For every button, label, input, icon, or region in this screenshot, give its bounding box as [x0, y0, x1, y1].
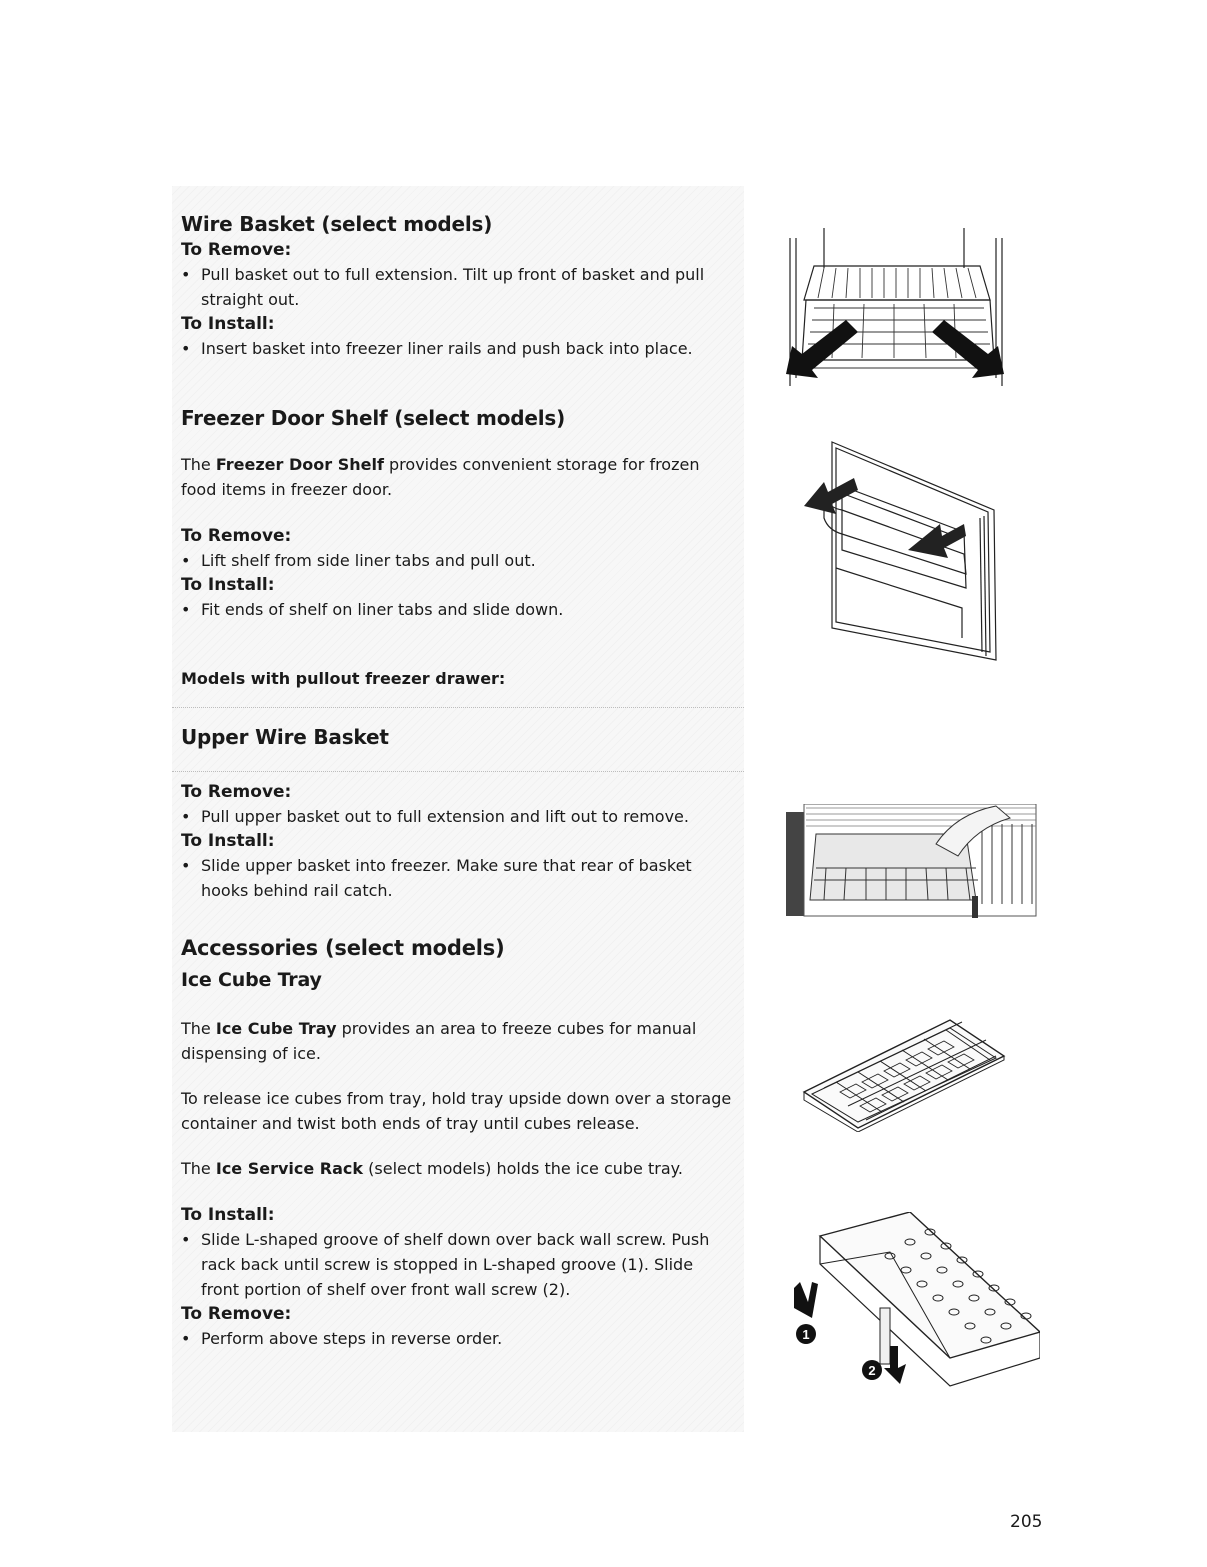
ice-service-rack-figure	[790, 1212, 1040, 1388]
intro-bold: Ice Cube Tray	[215, 1019, 337, 1038]
upper-wire-basket-figure	[786, 804, 1038, 918]
remove-label: To Remove:	[181, 240, 292, 260]
freezer-door-shelf-figure	[784, 438, 1000, 662]
intro-post: provides convenient storage for frozen food items in freezer door.	[181, 455, 700, 499]
install-step: • Fit ends of shelf on liner tabs and slide down.	[181, 597, 731, 622]
freezer-door-shelf-section	[181, 404, 731, 622]
wire-basket-section	[181, 210, 746, 361]
remove-step: • Perform above steps in reverse order.	[181, 1326, 741, 1351]
rack-post: (select models) holds the ice cube tray.	[368, 1159, 683, 1178]
accessories-title: Accessories (select models)	[181, 936, 505, 960]
upper-wire-basket-section	[181, 780, 741, 903]
remove-label: To Remove:	[181, 782, 292, 802]
page-number: 205	[1010, 1512, 1043, 1532]
install-label: To Install:	[181, 1205, 275, 1225]
intro-bold: Freezer Door Shelf	[215, 455, 384, 474]
divider	[172, 707, 744, 708]
install-label: To Install:	[181, 831, 275, 851]
intro-pre: The	[181, 1019, 211, 1038]
freezer-door-shelf-title: Freezer Door Shelf (select models)	[181, 406, 566, 430]
remove-step: • Lift shelf from side liner tabs and pull out.	[181, 548, 731, 573]
ice-service-rack-intro	[181, 1156, 741, 1181]
remove-label: To Remove:	[181, 526, 292, 546]
marker-2: 2	[868, 1363, 876, 1378]
divider	[172, 771, 744, 772]
install-step: • Insert basket into freezer liner rails and push back into place.	[181, 336, 746, 361]
ice-cube-tray-figure	[800, 1016, 1006, 1132]
release-instructions: To release ice cubes from tray, hold tray upside down over a storage container and twist both ends of tray until cubes release.	[181, 1089, 732, 1133]
remove-label: To Remove:	[181, 1304, 292, 1324]
intro-post: provides an area to freeze cubes for manual dispensing of ice.	[181, 1019, 697, 1063]
wire-basket-figure	[784, 228, 1006, 388]
accessories-section	[181, 934, 741, 1351]
upper-wire-basket-title: Upper Wire Basket	[181, 725, 389, 749]
rack-pre: The	[181, 1159, 211, 1178]
intro-pre: The	[181, 455, 211, 474]
install-label: To Install:	[181, 575, 275, 595]
marker-1: 1	[802, 1327, 810, 1342]
wire-basket-title: Wire Basket (select models)	[181, 212, 493, 236]
freezer-door-shelf-intro	[181, 452, 731, 502]
install-step: • Slide L-shaped groove of shelf down over back wall screw. Push rack back until screw is stopped in L-shaped groove (1). Slide front portion of shelf over front wall screw (2).	[181, 1227, 731, 1302]
ice-cube-tray-intro	[181, 1016, 741, 1066]
pullout-heading: Models with pullout freezer drawer:	[181, 669, 506, 688]
remove-step: • Pull basket out to full extension. Tilt up front of basket and pull straight out.	[181, 262, 746, 312]
install-label: To Install:	[181, 314, 275, 334]
rack-bold: Ice Service Rack	[215, 1159, 364, 1178]
remove-step: • Pull upper basket out to full extension and lift out to remove.	[181, 804, 741, 829]
install-step: • Slide upper basket into freezer. Make sure that rear of basket hooks behind rail catch.	[181, 853, 741, 903]
ice-cube-tray-title: Ice Cube Tray	[181, 969, 322, 991]
